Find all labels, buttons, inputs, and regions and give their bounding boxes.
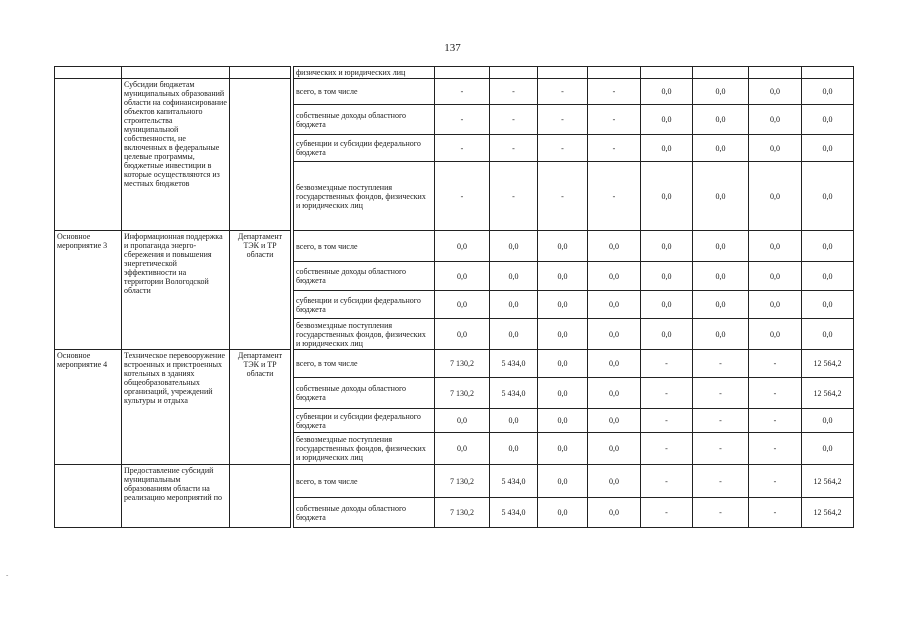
value-cell: 0,0 — [749, 291, 802, 319]
value-cell: - — [538, 79, 588, 105]
funding-source-cell: безвозмездные поступления государственных фондов, физических и юридических лиц — [294, 162, 435, 231]
value-cell: - — [538, 162, 588, 231]
value-cell — [588, 67, 641, 79]
value-cell: 7 130,2 — [435, 378, 490, 409]
value-cell — [435, 67, 490, 79]
value-cell: - — [435, 135, 490, 162]
program-cell — [55, 79, 122, 231]
value-cell: 0,0 — [749, 79, 802, 105]
funding-source-cell: всего, в том числе — [294, 231, 435, 262]
value-cell: - — [749, 350, 802, 378]
value-cell: 0,0 — [641, 79, 693, 105]
value-cell: 0,0 — [435, 262, 490, 291]
value-cell: - — [693, 433, 749, 465]
margin-mark: - — [6, 571, 9, 579]
table-row — [55, 231, 854, 262]
value-cell: - — [588, 79, 641, 105]
funding-source-cell: всего, в том числе — [294, 465, 435, 498]
value-cell: 0,0 — [693, 162, 749, 231]
budget-table — [54, 66, 854, 528]
value-cell — [749, 67, 802, 79]
value-cell: 12 564,2 — [802, 498, 854, 528]
value-cell: 0,0 — [538, 498, 588, 528]
value-cell: - — [641, 409, 693, 433]
description-cell: Информационная поддержка и пропаганда энерго-сбережения и повышения энергетической эффективности на территории Вологодской области — [122, 231, 230, 350]
value-cell: 0,0 — [490, 319, 538, 350]
value-cell: - — [641, 498, 693, 528]
value-cell: 0,0 — [749, 135, 802, 162]
value-cell: 0,0 — [490, 291, 538, 319]
value-cell: 0,0 — [802, 162, 854, 231]
funding-source-cell: физических и юридических лиц — [294, 67, 435, 79]
table-row — [55, 350, 854, 378]
value-cell: 0,0 — [538, 465, 588, 498]
value-cell: 0,0 — [693, 105, 749, 135]
value-cell: 5 434,0 — [490, 465, 538, 498]
description-cell: Техническое перевооружение встроенных и пристроенных котельных в зданиях общеобразовательных организаций, учреждений культуры и отдыха — [122, 350, 230, 465]
value-cell: - — [749, 409, 802, 433]
funding-source-cell: собственные доходы областного бюджета — [294, 378, 435, 409]
value-cell: 0,0 — [435, 319, 490, 350]
value-cell: 0,0 — [641, 319, 693, 350]
value-cell: - — [435, 105, 490, 135]
funding-source-cell: безвозмездные поступления государственных фондов, физических и юридических лиц — [294, 433, 435, 465]
value-cell: 0,0 — [490, 231, 538, 262]
value-cell: - — [693, 409, 749, 433]
value-cell: - — [693, 465, 749, 498]
value-cell: 0,0 — [802, 291, 854, 319]
funding-source-cell: собственные доходы областного бюджета — [294, 498, 435, 528]
value-cell: 0,0 — [588, 319, 641, 350]
value-cell: 0,0 — [435, 409, 490, 433]
value-cell: 0,0 — [749, 105, 802, 135]
value-cell: 0,0 — [693, 79, 749, 105]
value-cell: - — [641, 433, 693, 465]
value-cell: 0,0 — [588, 262, 641, 291]
value-cell: - — [490, 79, 538, 105]
value-cell: - — [693, 378, 749, 409]
value-cell: 0,0 — [693, 319, 749, 350]
value-cell: - — [641, 378, 693, 409]
value-cell: 0,0 — [490, 433, 538, 465]
funding-source-cell: всего, в том числе — [294, 79, 435, 105]
value-cell: 7 130,2 — [435, 350, 490, 378]
value-cell: 7 130,2 — [435, 498, 490, 528]
value-cell — [490, 67, 538, 79]
value-cell: 12 564,2 — [802, 378, 854, 409]
value-cell: 0,0 — [802, 433, 854, 465]
value-cell: 0,0 — [749, 231, 802, 262]
value-cell — [693, 67, 749, 79]
value-cell: - — [749, 498, 802, 528]
funding-source-cell: всего, в том числе — [294, 350, 435, 378]
value-cell: 0,0 — [802, 319, 854, 350]
value-cell: 0,0 — [588, 350, 641, 378]
value-cell: - — [588, 105, 641, 135]
value-cell: 0,0 — [538, 319, 588, 350]
department-cell — [230, 79, 291, 231]
value-cell: - — [538, 135, 588, 162]
funding-source-cell: собственные доходы областного бюджета — [294, 105, 435, 135]
value-cell: 7 130,2 — [435, 465, 490, 498]
value-cell: 0,0 — [435, 291, 490, 319]
value-cell: 5 434,0 — [490, 350, 538, 378]
value-cell: 0,0 — [641, 231, 693, 262]
value-cell: - — [641, 350, 693, 378]
funding-source-cell: субвенции и субсидии федерального бюджета — [294, 409, 435, 433]
program-cell — [55, 67, 122, 79]
value-cell: - — [749, 433, 802, 465]
value-cell: 0,0 — [490, 409, 538, 433]
value-cell: 0,0 — [538, 409, 588, 433]
table-row — [55, 79, 854, 105]
value-cell: - — [538, 105, 588, 135]
department-cell — [230, 465, 291, 528]
description-cell: Субсидии бюджетам муниципальных образований области на софинансирование объектов капитального строительства муниципальной собственности, не включенных в федеральные целевые программы, бюджетные инвестиции в которые осуществляются из местных бюджетов — [122, 79, 230, 231]
department-cell: Департамент ТЭК и ТР области — [230, 231, 291, 350]
value-cell: 5 434,0 — [490, 498, 538, 528]
value-cell: 0,0 — [749, 319, 802, 350]
value-cell: 0,0 — [641, 262, 693, 291]
value-cell: 0,0 — [538, 231, 588, 262]
value-cell — [641, 67, 693, 79]
value-cell: - — [641, 465, 693, 498]
value-cell: 12 564,2 — [802, 465, 854, 498]
value-cell: 0,0 — [802, 409, 854, 433]
program-cell: Основное мероприятие 3 — [55, 231, 122, 350]
value-cell: 0,0 — [641, 291, 693, 319]
value-cell: 0,0 — [641, 135, 693, 162]
program-cell — [55, 465, 122, 528]
value-cell: - — [749, 378, 802, 409]
value-cell: 0,0 — [588, 433, 641, 465]
value-cell: - — [435, 162, 490, 231]
value-cell: 0,0 — [693, 262, 749, 291]
value-cell: 0,0 — [802, 79, 854, 105]
value-cell: - — [435, 79, 490, 105]
value-cell: 0,0 — [588, 291, 641, 319]
value-cell: 0,0 — [538, 433, 588, 465]
value-cell: - — [588, 135, 641, 162]
value-cell: 0,0 — [641, 162, 693, 231]
value-cell: 0,0 — [693, 231, 749, 262]
value-cell: 0,0 — [693, 135, 749, 162]
value-cell: 0,0 — [802, 262, 854, 291]
value-cell: 5 434,0 — [490, 378, 538, 409]
program-cell: Основное мероприятие 4 — [55, 350, 122, 465]
value-cell: 0,0 — [435, 231, 490, 262]
value-cell: 0,0 — [538, 291, 588, 319]
value-cell: - — [490, 135, 538, 162]
value-cell: 0,0 — [538, 378, 588, 409]
value-cell: 12 564,2 — [802, 350, 854, 378]
value-cell: 0,0 — [693, 291, 749, 319]
value-cell: - — [693, 350, 749, 378]
value-cell: 0,0 — [538, 262, 588, 291]
value-cell: 0,0 — [802, 231, 854, 262]
value-cell: - — [588, 162, 641, 231]
value-cell: - — [490, 105, 538, 135]
value-cell: - — [490, 162, 538, 231]
value-cell: 0,0 — [588, 465, 641, 498]
value-cell: 0,0 — [490, 262, 538, 291]
funding-source-cell: безвозмездные поступления государственных фондов, физических и юридических лиц — [294, 319, 435, 350]
funding-source-cell: субвенции и субсидии федерального бюджета — [294, 291, 435, 319]
funding-source-cell: собственные доходы областного бюджета — [294, 262, 435, 291]
description-cell: Предоставление субсидий муниципальным образованиям области на реализацию мероприятий по — [122, 465, 230, 528]
value-cell: 0,0 — [749, 262, 802, 291]
value-cell: 0,0 — [802, 135, 854, 162]
value-cell: 0,0 — [435, 433, 490, 465]
department-cell — [230, 67, 291, 79]
value-cell: 0,0 — [749, 162, 802, 231]
value-cell — [538, 67, 588, 79]
value-cell — [802, 67, 854, 79]
description-cell — [122, 67, 230, 79]
value-cell: 0,0 — [802, 105, 854, 135]
value-cell: 0,0 — [641, 105, 693, 135]
value-cell: 0,0 — [538, 350, 588, 378]
table-row — [55, 67, 854, 79]
value-cell: - — [693, 498, 749, 528]
value-cell: 0,0 — [588, 498, 641, 528]
page-number: 137 — [444, 42, 461, 54]
table-row — [55, 465, 854, 498]
value-cell: 0,0 — [588, 378, 641, 409]
value-cell: 0,0 — [588, 231, 641, 262]
department-cell: Департамент ТЭК и ТР области — [230, 350, 291, 465]
value-cell: - — [749, 465, 802, 498]
funding-source-cell: субвенции и субсидии федерального бюджета — [294, 135, 435, 162]
budget-table-body — [55, 67, 854, 528]
value-cell: 0,0 — [588, 409, 641, 433]
